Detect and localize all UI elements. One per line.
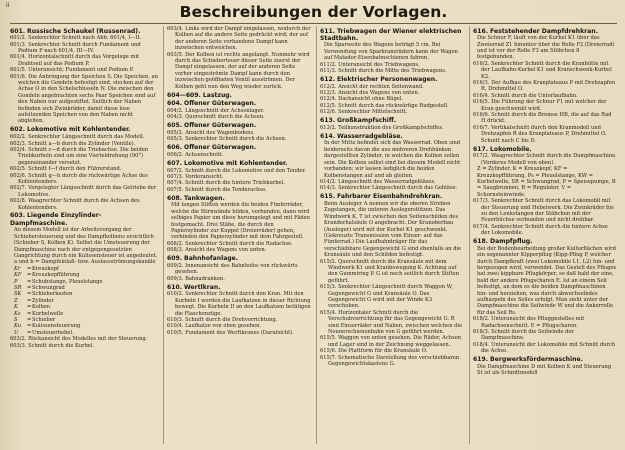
section-title: Triebwagen der Wiener elektrischen Stadtbahn. [320,27,462,42]
figure-entry: 615/2. Querschnitt durch die Kransäule mit dem Windwerk K1 und Kranbewegung K. Achtung auf den Gummiring P. G ist noch seitlich durch Stiften geführt. [320,258,459,284]
figure-entry: 607/2. Schnitt durch die Lokomotive und den Tender. [167,167,307,174]
figure-entry: 609/3. Bahnadranken. [167,275,225,282]
figure-entry: 601/2. Senkrechter Schnitt nach Abb. 601/4, I—II. [10,35,142,42]
figure-entry: 607/3. Vorderansicht. [167,174,224,181]
section-heading [167,255,311,262]
page-number: ii [6,2,10,9]
legend-symbol: SR [14,285,22,292]
section-number: 608. [167,194,183,202]
section-heading [167,122,311,129]
description-paragraph: Die Sparweite des Wagens beträgt 5 cm. Bei Verwendung von Sparkranzrädern kann der Wagen auf Matador-Eisenbahnschienen fahren. [324,42,458,62]
column-1 [10,26,158,444]
section-heading [10,126,158,133]
legend-equals: = [27,285,32,292]
page-title: Beschreibungen der Vorlagen. [179,3,448,21]
section-number: 611. [320,27,336,35]
section-title: Offener Güterwagen. [184,100,257,108]
legend-equals: = [27,317,32,324]
figure-entry: 612/2. Ansicht der rechten Seitenwand. [320,83,424,90]
section-number: 603. [10,212,26,220]
section-number: 609. [167,255,183,263]
section-heading [473,238,617,245]
section-number: 610. [167,283,183,291]
figure-entry: 608/3. Ansicht des Wagens von unten. [167,247,267,254]
title-divider [10,23,617,24]
figure-entry: 606/2. Achsenschnitt. [167,152,224,158]
figure-entry: 602/7. Vorgelegter Längsschnitt durch das Getriebe der Lokomotive. [10,185,157,198]
figure-entry: 603/3. Schnitt durch die Kurbel. [10,342,95,349]
section-heading [167,144,311,151]
section-heading [320,133,464,140]
legend-text: Kreuzkopfführung [32,272,80,279]
figure-entry: 614/2. Längsschnitt des Wasserradgebläses. [320,178,436,185]
figure-entry: 602/4. Schnitt c—d durch die Triebachse. Die beiden Triebkurbeln sind um eine Vierteldrehung (90°) gegeneinander versetzt. [10,146,149,166]
section-heading [473,356,617,363]
figure-entry: 601/6. Die Anbringung der Speichen S. Die Speichen, an welchen die Gondeln befestigt sind, stecken auf der Achse O in den Schelschüsseln N. Die zwischen den Gondeln angebrachten sechs Paar Speichen sind auf den Naben nur aufgestiftet. Seitlich der Naben befinden sich Zwinkräder, damit diese lose aufsitzenden Speichen von den Naben nicht abgleiten. [10,73,158,125]
section-heading [167,160,311,167]
legend-symbol: S [14,317,18,324]
legend-equals: = [27,297,32,304]
figure-entry: 601/4. Horizontalschnitt durch das Vorgelege mit Drahtseil auf das Podium P. [10,54,140,67]
legend-symbol: Ks [14,310,21,317]
figure-entry: 617/3. Senkrechter Schnitt durch das Lokomobil mit der Steuerung und Hebelwerk. Die Zwinkräder bis zu den Lenkstangen der Stäbchen mit der Feuerbüchse verbunden und nicht drehbar. [473,198,614,224]
text-columns [10,26,617,444]
figure-entry: 603/4. Links wird der Dampf eingelassen, wodurch der Kolben auf die andere Seite gedrückt wird; der auf der anderen Seite vorhandene Dampf kann inzwischen entweichen. [167,26,311,52]
column-2 [163,26,311,444]
legend-text: Kurbelwelle [32,310,64,317]
figure-entry: 616/2. Senkrechter Schnitt durch die Kranhütte mit der Laufbahn-Kurbel K1 und Kranschwenk-Kurbel K2. [473,60,612,80]
figure-entry: 607/4. Schnitt durch die hintere Triebkurbel. [167,180,285,187]
figure-entry: 609/2. Innenansicht des Bahnhofes von rückwärts gesehen. [167,262,298,276]
section-number: 614. [320,132,336,140]
legend-symbol: U [14,329,19,336]
description-paragraph: Mit langen Stiften werden die beiden Fünferräder, welche die Stirnwände bilden, verbunden, dann wird selbiges Papier um diese herumgelegt und mit Fäden festgemacht. Drei Stäbe, die durch den Papierzylinder zur Kuppel (Dreierräder) gehen, verbinden den Papierzylinder mit dem Fahrgestell. [171,202,311,241]
legend-text: Umsteuerhebel. [32,329,74,336]
section-number: 618. [473,238,489,246]
section-heading [473,146,617,153]
section-title: Tankwagen. [184,194,225,202]
section-heading [10,212,158,226]
section-number: 604—609. [167,91,201,99]
description-paragraph: Die Dampfmaschine D mit Kolben K und Steuerung St ist als Schnittmodell [477,363,612,377]
figure-entry: 618/4. Unteransicht der Lokomobile mit Schnitt durch die Achse. [473,341,616,355]
legend-text: Zylinder [32,297,54,304]
figure-entry: 617/2. Waagrechter Schnitt durch die Dampfmaschine. (Vorderes Modell von oben). [473,153,617,166]
section-title: Lokomobile. [490,145,532,153]
description-paragraph: Bei der Bodenbearbeitung großer Kulturflächen wird ein sogenannter Kipperpflug (Kipp-Pflug P, welcher durch Dampfkraft (zwei Lokomobile L1, L2) hin- und hergezogen wird, verwendet. Das Gestell des Pfluges hat zwei kippbare Pflugkörper, so daß bald der eine, bald der andere Pflugscharen E. Ist an einem Seil befestigt, an dem es die beiden Dampfmaschinen hin- und herziehen, was durch abwechselndes aufhaspeln des Seiles erfolgt. Man sieht unter der Dampfmaschine die Seilwinde W und die Ankerrolle für das Seil Rs. [477,245,617,316]
figure-entry: 612/4. Dachansicht ohne Bügel. [320,96,404,103]
figure-entry: 616/3. Der Aufbau des Kranplateaus P mit Drehzapfen R, Drehmittel O. [473,80,616,93]
figure-entry: 602/6. Schnitt g—h durch die rückwärtige Achse des Kohlentenders. [10,172,148,185]
figure-entry: 605/3. Senkrechter Schnitt durch die Achsen. [167,136,287,143]
section-title: Lokomotive mit Kohlentender. [184,159,288,167]
section-heading [167,195,311,202]
section-number: 613. [320,117,336,125]
description-paragraph: In der Mitte befindet sich das Wasserrad. Oben sind beiderseits davon die aus mehreren Drehbänken dargestellten Zylinder, in welchen die Kolben sollen sein. Die Kolben selbst sind bei diesem Modell nicht vorhanden; wir lassen lediglich die beiden Kolbenstangen auf und ab gleiten. [324,140,461,179]
legend-equals: = [27,291,32,298]
legend-text: Schwungrad [32,285,65,292]
figure-entry: 615/4. Horizontaler Schnitt durch die Verschubvorrichtung für das Gegengewicht G. R sind Einserräder und Naben, zwischen welchen die Neunerschienenbahn von G geführt werden. [320,309,463,336]
section-number: 612. [320,75,336,83]
figure-entry: 615/3. Senkrechter Längsschnitt durch Waggon W, Gegengewicht G und Kransäule O. Das Gegengewicht G wird mit der Winde K3 verschoben. [320,284,453,310]
figure-entry: 610/2. Senkrechter Schnitt durch den Kran. Mit den Kurbeln I werden die Laufkatzen in dieser Richtung bewegt. Die Kurbeln II an den Laufkatzen betätigen die Flaschenzüge. [167,291,311,317]
figure-entry: 616/5. Die Führung der Schnur F1 mit welcher der Kran geschwenkt wird. [473,99,607,112]
figure-entry: 604/3. Querschnitt durch die Achsen. [167,114,265,121]
section-title: Wasserradgebläse. [337,132,403,140]
figure-entry: 618/3. Schnitt durch die Seilwinde der Dampfmaschine. [473,329,574,342]
description-paragraph: Z = Zylinder, K = Kreuzkopf, KF = Kreuzkopfführung, Ps = Pleuelstange, KW = Kurbelwelle, SR = Schwungrad, P = Speisepumpe, B = Saugbrunnen, R = Regulator, V = Schornsteinwinde. [477,166,616,198]
figure-entry: 610/4. Laufkatze von oben gesehen. [167,323,262,330]
figure-entry: 611/3. Schnitt durch die Mitte des Triebwagens. [320,68,447,75]
legend-text: Schubstange, Pleuelstange [32,278,103,285]
section-title: Bergwerksfördermaschine. [490,356,583,364]
figure-entry: 602/3. Schnitt a—b durch die Zylinder (Ventile). [10,140,136,147]
description-paragraph: Beim Ausleger A nennen wir die oberen Streben Zugstangen, die unteren Auslegerstützen. Das Windwerk K, T ist zwischen den Seitenschilden des Kranderhalsäule O angebracht. Der Kranoberbau (Ausleger) wird mit der Kurbel K1 geschwenkt. (Gekreuzte Transmission vom Einser- auf das Fünferrad.) Die Laufbahnträger für das verschiebbare Gegengewicht G sind ebenfalls an die Kransäule und den Schilden befestigt. [324,200,462,259]
section-number: 607. [167,159,183,167]
section-title: Liegende Einzylinder-Dampfmaschine. [10,212,102,227]
column-4 [469,26,617,444]
figure-entry: 616/6. Schnitt durch die Bremse HB, die auf das Rad H drückt. [473,112,612,125]
figure-entry: 602/2. Senkrechter Längsschnitt durch das Modell. [10,134,145,141]
figure-entry: 602/5. Schnitt f—f durch den Führerstand. [10,166,122,173]
section-heading [473,28,617,35]
figure-entry: 616/4. Schnitt durch die Unterlaufbahn. [473,92,578,99]
section-title: Großkampfschiff. [337,117,397,125]
figure-entry: 601/3. Senkrechter Schnitt durch Fundament und Podium P nach 601/4, III—IV. [10,41,141,55]
legend-symbol: KF [14,272,22,279]
legend-equals: = [27,278,32,285]
column-3 [316,26,464,444]
figure-entry: 604/2. Längsschnitt der Achsenlager. [167,107,265,114]
section-title: Feststehender Dampfdrehkran. [490,27,598,35]
legend-symbol: P [14,278,18,285]
section-title: Wertlkran. [184,283,221,291]
legend-symbol: Ku [14,323,22,330]
section-number: 602. [10,126,26,134]
section-number: 606. [167,144,183,152]
section-heading [320,117,464,124]
figure-entry: 607/5. Schnitt durch die Tenderachse. [167,186,267,193]
legend-text: Kolben [32,304,51,311]
figure-entry: 616/7. Vertikalschnitt durch den Kranmodell und Drehzapfen R des Kranplateaus P, Drehmittel O. Schnitt nach C bis D. [473,124,607,144]
legend-equals: = [27,304,32,311]
figure-entry: 617/4. Senkrechter Schnitt durch die hintere Achse der Lokomobile. [473,223,608,237]
section-number: 619. [473,356,489,364]
section-heading [167,284,311,291]
section-heading [167,100,311,107]
figure-entry: 615/5. Waggon von unten gesehen. Die Räder, Achsen und Lager sind in der Zeichnung weggelassen. [320,335,462,348]
section-heading [167,92,311,99]
figure-entry: 611/2. Unteransicht des Triebwagens. [320,61,420,68]
legend-text: Schieber [32,317,56,324]
section-title: Offener Güterwagen. [184,122,257,130]
section-title: Elektrischer Personenwagen. [337,75,438,83]
section-title: Dampfpflug. [490,238,533,246]
section-heading [320,28,464,42]
description-paragraph: Die Schnur F, läuft von der Kurbel K1 über das Zweierrad Z1 hinunter über die Rolle F2 (Dreierrad) und ist vor der Rolle F3 am Stöbchen 8 festgebunden. [477,35,615,61]
figure-entry: 613/2. Teilkonstruktion des Großkampfschiffes. [320,124,444,131]
legend-equals: = [27,265,32,272]
section-number: 617. [473,145,489,153]
figure-entry: 618/2. Unteransicht des Pfluggestelles mit Radachsenschnitt. E = Pflugscharen. [473,316,585,329]
legend-symbol: Z [14,297,18,304]
figure-entry: 603/5. Der Kolben ist rechts angelangt. Nunmehr wird durch das Schieberteuer dieser Seite zuerst der Dampf eingelassen; der auf der anderen Seite vorher eingeströmte Dampf kann durch den inzwischen geöffneten Ventil ausströmen. Der Kolben geht nun den Weg wieder zurück. [167,51,310,90]
figure-entry: 602/8. Waagrechter Schnitt durch die Achsen des Kohlentenders. [10,198,140,211]
section-heading [320,76,464,83]
description-paragraph: An diesem Modell ist der Arbeitsvorgang der Schiebersteuerung und des Dampfkolbens ersichtlich (Schieber S, Kolben K). Selbst die Umsteuerung der Dampfmaschine nach der entgegengesetzten Gangrichtung durch ein Kulissensteuer ist angedeutet. [14,227,158,259]
figure-entry: 610/3. Schnitt durch die Drehvorrichtung. [167,316,278,323]
figure-entry: 603/2. Rückansicht des Modelles mit der Steuerung. [10,336,148,343]
section-number: 601. [10,27,26,35]
figure-entry: 614/3. Senkrechter Längsschnitt durch das Gebläse. [320,185,458,192]
legend-symbol: K [14,304,18,311]
legend-text: Kulissensteuerung [32,323,81,330]
legend-text: Schieberkasten [32,291,73,298]
section-number: 605. [167,122,183,130]
legend-equals: = [27,323,32,330]
section-number: 604. [167,100,183,108]
section-number: 615. [320,193,336,201]
figure-entry: 612/6. Senkrechter Mittelschnitt. [320,109,408,116]
legend-equals: = [27,329,32,336]
figure-entry: 612/3. Ansicht des Wagens von unten. [320,90,420,97]
legend-equals: = [27,310,32,317]
figure-entry: 615/7. Schematische Darstellung des verschiebbaren Gegengewichtskastens G. [320,354,460,368]
legend-symbol: Kr [14,265,21,272]
section-title: Fahrbarer Eisenbahndrehkran. [337,193,443,201]
section-number: 616. [473,27,489,35]
section-heading [320,193,464,200]
description-paragraph: a und b = Dampfeinlaß- bzw. Auslassströmungskanäle [14,259,156,266]
figure-entry: 612/5. Schnitt durch das rückwärtige Radgestell. [320,102,449,109]
section-title: Lokomotive mit Kohlentender. [27,126,131,134]
section-title: Offener Güterwagen. [184,144,257,152]
figure-entry: 601/5. Unteransicht; Fundament und Podium P. [10,67,134,74]
legend-equals: = [27,272,32,279]
section-title: Lastzug. [202,91,232,99]
section-title: Russische Schaukel (Russenrad). [27,27,141,35]
figure-entry: 605/2. Ansicht des Wagenbodens. [167,129,255,136]
figure-entry: 610/5. Fundament des Werftkranes (Darufsicht). [167,329,294,336]
section-title: Bahnhofanlage. [184,255,239,263]
section-heading [10,28,158,35]
legend-text: Kreuzkopf [32,265,59,272]
figure-entry: 615/6. Die Plattform für die Kransäule O. [320,348,428,355]
figure-entry: 608/2. Senkrechter Schnitt durch die Radachse. [167,240,293,247]
legend-symbol: SK [14,291,22,298]
